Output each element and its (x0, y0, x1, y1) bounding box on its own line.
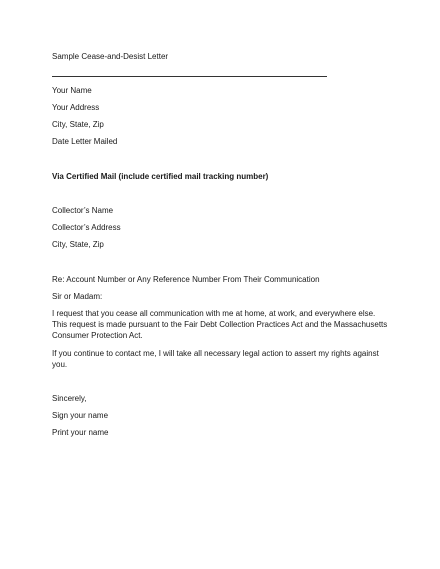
heading-divider (52, 76, 327, 77)
signature-line: Sign your name (52, 411, 109, 420)
re-line: Re: Account Number or Any Reference Number From Their Communication (52, 275, 320, 284)
sender-address: Your Address (52, 103, 100, 112)
recipient-name: Collector’s Name (52, 206, 114, 215)
letter-heading: Sample Cease-and-Desist Letter (52, 52, 169, 61)
sender-city-state-zip: City, State, Zip (52, 120, 104, 129)
sender-name: Your Name (52, 86, 92, 95)
recipient-city-state-zip: City, State, Zip (52, 240, 104, 249)
body-paragraph-2: If you continue to contact me, I will take all necessary legal action to assert my rights against you. (52, 349, 379, 369)
via-certified-mail-line: Via Certified Mail (include certified mail tracking number) (52, 172, 269, 181)
closing: Sincerely, (52, 394, 87, 403)
body-paragraph-1: I request that you cease all communication with me at home, at work, and everywhere else. This request is made pursuant to the Fair Debt Collection Practices Act and the Massachusetts Consumer Protection Act. (52, 309, 388, 340)
salutation: Sir or Madam: (52, 292, 103, 301)
printed-name-line: Print your name (52, 428, 109, 437)
recipient-address: Collector’s Address (52, 223, 121, 232)
letter-date: Date Letter Mailed (52, 137, 118, 146)
